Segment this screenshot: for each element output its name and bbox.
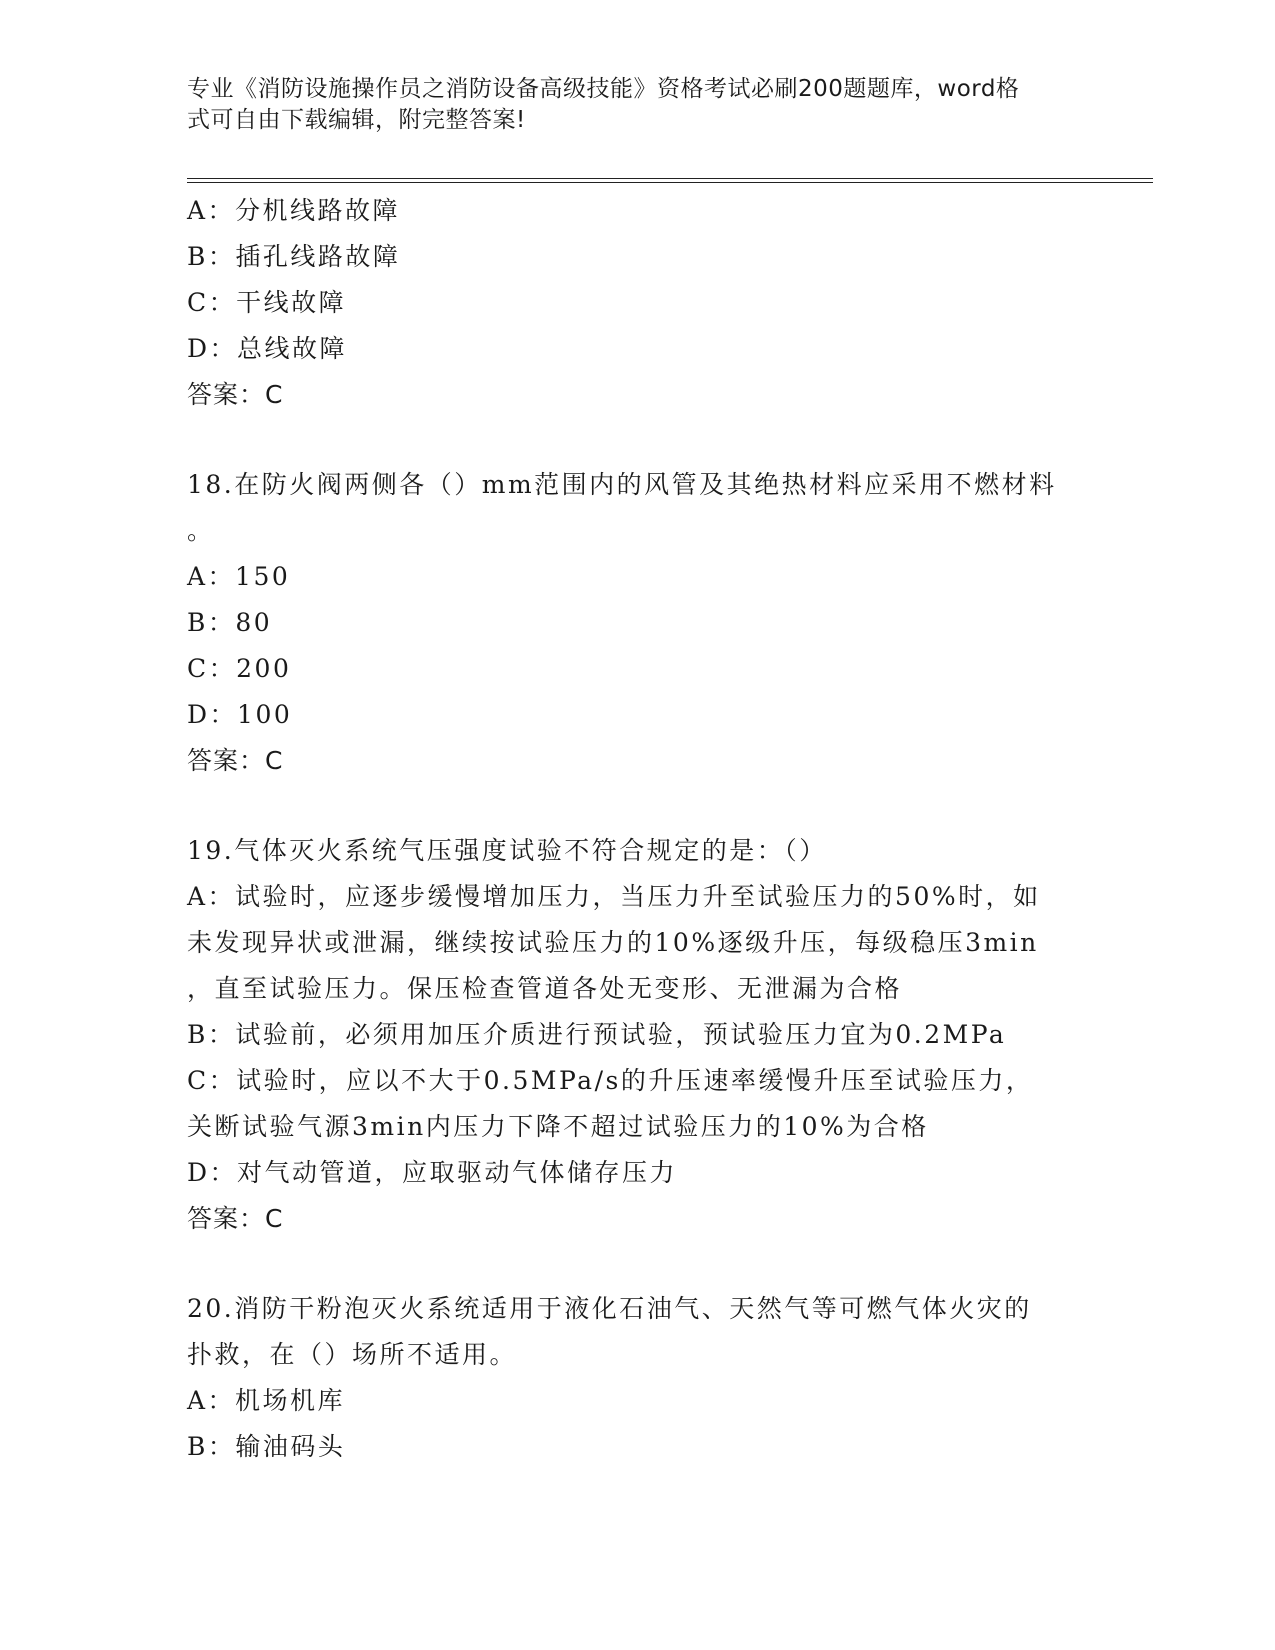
answer: 答案：C [187,746,284,775]
option-a-line-3: ，直至试验压力。保压检查管道各处无变形、无泄漏为合格 [187,974,903,1003]
header-divider-top [187,178,1153,179]
question-text: 19.气体灭火系统气压强度试验不符合规定的是：（） [187,836,827,865]
option-c: C：200 [187,654,292,683]
answer: 答案：C [187,380,284,409]
header-line-2: 式可自由下载编辑，附完整答案! [187,107,526,133]
option-a-line-1: A：试验时，应逐步缓慢增加压力，当压力升至试验压力的50%时，如 [187,882,1041,911]
header-divider-bottom [187,182,1153,183]
option-a-line-2: 未发现异状或泄漏，继续按试验压力的10%逐级升压，每级稳压3min [187,928,1039,957]
option-c-line-1: C：试验时，应以不大于0.5MPa/s的升压速率缓慢升压至试验压力， [187,1066,1034,1095]
question-text-line-2: 。 [187,516,215,545]
option-d: D：对气动管道，应取驱动气体储存压力 [187,1158,678,1187]
option-b: B：插孔线路故障 [187,242,401,271]
option-a: A：分机线路故障 [187,196,401,225]
option-b: B：输油码头 [187,1432,346,1461]
spacer [187,418,1087,462]
question-text-line-2: 扑救，在（）场所不适用。 [187,1340,518,1369]
document-header [187,74,1087,136]
option-a: A：150 [187,562,291,591]
option-c-line-2: 关断试验气源3min内压力下降不超过试验压力的10%为合格 [187,1112,929,1141]
option-b: B：试验前，必须用加压介质进行预试验，预试验压力宜为0.2MPa [187,1020,1007,1049]
header-line-1: 专业《消防设施操作员之消防设备高级技能》资格考试必刷200题题库，word格 [187,76,1020,102]
option-a: A：机场机库 [187,1386,346,1415]
answer: 答案：C [187,1204,284,1233]
question-17 [187,188,1087,418]
question-list [187,188,1087,1470]
option-d: D：100 [187,700,293,729]
spacer [187,1242,1087,1286]
question-19 [187,828,1087,1242]
option-c: C：干线故障 [187,288,347,317]
question-18 [187,462,1087,784]
spacer [187,784,1087,828]
option-b: B：80 [187,608,273,637]
question-20 [187,1286,1087,1470]
question-text-line-1: 18.在防火阀两侧各（）mm范围内的风管及其绝热材料应采用不燃材料 [187,470,1057,499]
option-d: D：总线故障 [187,334,348,363]
question-text-line-1: 20.消防干粉泡灭火系统适用于液化石油气、天然气等可燃气体火灾的 [187,1294,1032,1323]
